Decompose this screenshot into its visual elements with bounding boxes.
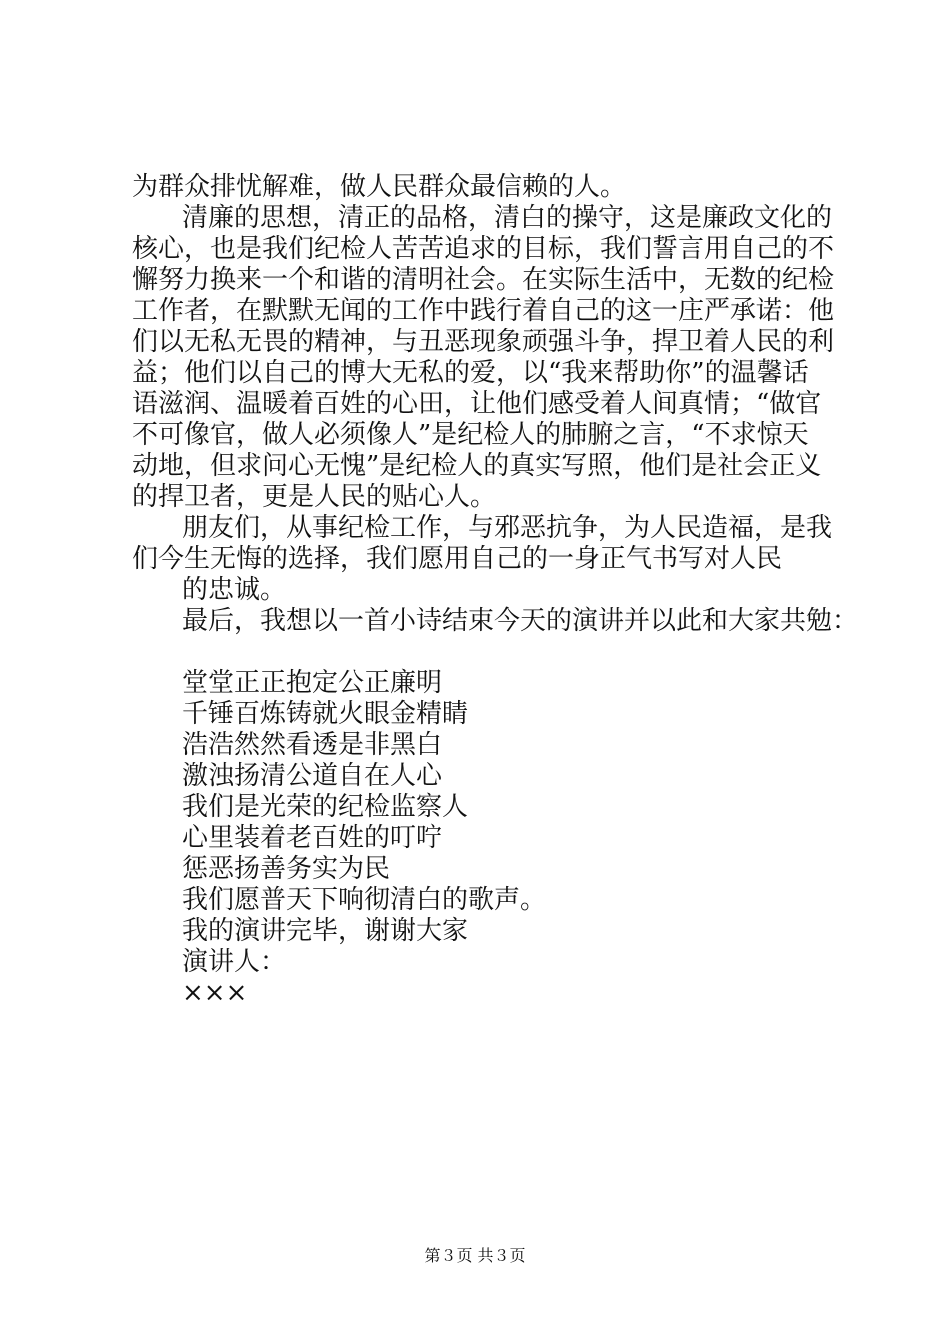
text-line: 懈努力换来一个和谐的清明社会。在实际生活中，无数的纪检 <box>132 265 835 295</box>
text-line: 工作者，在默默无闻的工作中践行着自己的这一庄严承诺：他 <box>132 296 835 326</box>
text-line: 最后，我想以一首小诗结束今天的演讲并以此和大家共勉： <box>182 606 859 636</box>
closing-line: 我的演讲完毕，谢谢大家 <box>182 916 469 946</box>
speaker-name: ××× <box>182 978 248 1008</box>
poem-line: 我们是光荣的纪检监察人 <box>182 792 469 822</box>
page-number: 第３页 共３页 <box>424 1246 526 1265</box>
text-line: 动地，但求问心无愧”是纪检人的真实写照，他们是社会正义 <box>132 451 822 481</box>
poem-line: 浩浩然然看透是非黑白 <box>182 730 443 760</box>
poem-line: 心里装着老百姓的叮咛 <box>182 823 443 853</box>
text-line: 的忠诚。 <box>182 575 287 605</box>
text-line: 语滋润、温暖着百姓的心田，让他们感受着人间真情；“做官 <box>132 389 822 419</box>
blank-line <box>132 637 832 668</box>
text-line: 的捍卫者，更是人民的贴心人。 <box>132 482 497 512</box>
text-line: 朋友们，从事纪检工作，与邪恶抗争，为人民造福，是我 <box>182 513 833 543</box>
text-line: 们以无私无畏的精神，与丑恶现象顽强斗争，捍卫着人民的利 <box>132 327 835 357</box>
poem-line: 我们愿普天下响彻清白的歌声。 <box>182 885 547 915</box>
speech-body <box>132 172 859 1009</box>
poem-line: 堂堂正正抱定公正廉明 <box>182 668 443 698</box>
poem-line: 激浊扬清公道自在人心 <box>182 761 443 791</box>
text-line: 核心，也是我们纪检人苦苦追求的目标，我们誓言用自己的不 <box>132 234 835 264</box>
poem-line: 惩恶扬善务实为民 <box>182 854 391 884</box>
text-line: 不可像官，做人必须像人”是纪检人的肺腑之言，“不求惊天 <box>132 420 809 450</box>
speaker-label: 演讲人： <box>182 947 287 977</box>
poem-line: 千锤百炼铸就火眼金精睛 <box>182 699 469 729</box>
text-line: 益；他们以自己的博大无私的爱，以“我来帮助你”的温馨话 <box>132 358 809 388</box>
text-line: 们今生无悔的选择，我们愿用自己的一身正气书写对人民 <box>132 544 783 574</box>
text-line: 为群众排忧解难，做人民群众最信赖的人。 <box>132 172 627 202</box>
text-line: 清廉的思想，清正的品格，清白的操守，这是廉政文化的 <box>182 203 833 233</box>
